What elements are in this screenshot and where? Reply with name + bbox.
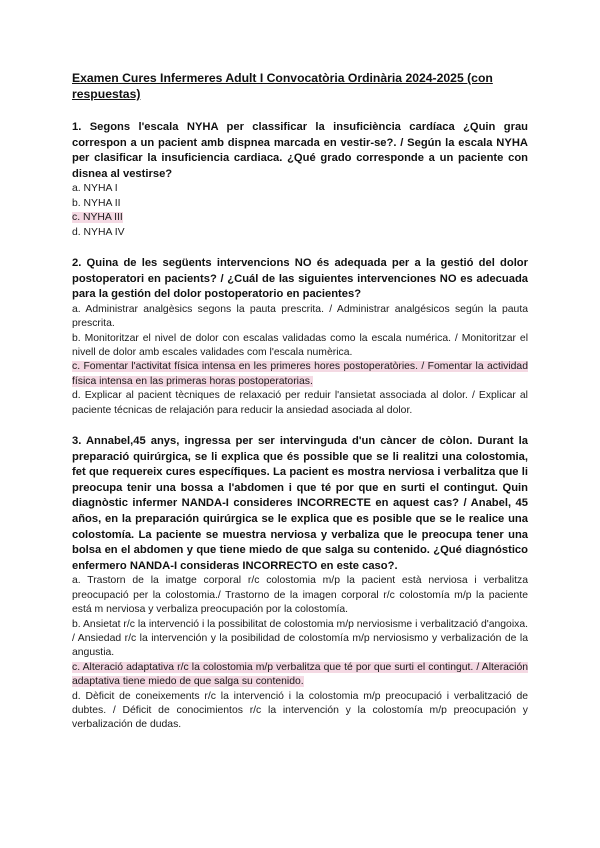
option-a <box>72 303 528 332</box>
option-label: c. Alteració adaptativa r/c la colostomia m/p verbalitza que té por que surti el contingut. / Alteración adaptativa tiene miedo de que salga su contenido. <box>72 661 528 688</box>
option-label: a. NYHA I <box>72 183 118 195</box>
option-d <box>72 226 528 240</box>
document-title: Examen Cures Infermeres Adult I Convocatòria Ordinària 2024-2025 (con respuestas) <box>72 71 493 101</box>
option-c-correct <box>72 211 528 225</box>
option-label: a. Trastorn de la imatge corporal r/c colostomia m/p la pacient està nerviosa i verbalitza preocupació per la colostomia./ Trastorno de la imagen corporal r/c colostomía m/p la paciente está m nerviosa y verbaliza preocupación por la colostomía. <box>72 575 528 616</box>
option-a <box>72 574 528 617</box>
option-a <box>72 182 528 196</box>
option-d <box>72 690 528 733</box>
option-label: c. NYHA III <box>72 212 123 224</box>
question-text: 2. Quina de les següents intervencions NO és adequada per a la gestió del dolor postoperatori en pacients? / ¿Cuál de las siguientes intervenciones NO es adecuada para la gestión del dolor postoperatorio en pacientes? <box>72 257 528 301</box>
option-label: c. Fomentar l'activitat física intensa en les primeres hores postoperatòries. / Fomentar la actividad física intensa en las primeras horas postoperatorias. <box>72 361 528 387</box>
question-3 <box>72 434 528 733</box>
option-label: d. Explicar al pacient tècniques de relaxació per reduir l'ansietat associada al dolor. / Explicar al paciente técnicas de relajación para reducir la ansiedad asociada al dolor. <box>72 390 528 416</box>
question-text: 3. Annabel,45 anys, ingressa per ser intervinguda d'un càncer de còlon. Durant la preparació quirúrgica, se li explica que és possible que se li realitzi una colostomia, fet que requereix cures específiques. La pacient es mostra nerviosa i verbalitza que li preocupa tenir una bossa a l'abdomen i que té por que en surti el contingut. Quin diagnòstic infermer NANDA-I consideres INCORRECTE en aquest cas? / Anabel, 45 años, en la preparación quirúrgica se le explica que es posible que se le realice una colostomía. La paciente se muestra nerviosa y verbaliza que le preocupa tener una bolsa en el abdomen y que tiene miedo de que salga su contenido. ¿Qué diagnóstico enfermero NANDA-I consideras INCORRECTO en este caso?. <box>72 435 528 572</box>
option-label: d. Dèficit de coneixements r/c la intervenció i la colostomia m/p preocupació i verbalització de dubtes. / Déficit de conocimientos r/c la intervención y la colostomía m/p preocupación y verbalización de dudas. <box>72 690 528 731</box>
option-label: b. Monitoritzar el nivel de dolor con escalas validadas como la escala numérica. / Monitoritzar el nivell de dolor amb escales validades com l'escala numèrica. <box>72 332 528 358</box>
option-label: d. NYHA IV <box>72 226 125 238</box>
option-label: a. Administrar analgèsics segons la pauta prescrita. / Administrar analgésicos según la pauta prescrita. <box>72 303 528 330</box>
option-b <box>72 618 528 661</box>
option-b <box>72 332 528 361</box>
option-b <box>72 197 528 211</box>
option-d <box>72 389 528 418</box>
question-1 <box>72 120 528 240</box>
option-label: b. Ansietat r/c la intervenció i la possibilitat de colostomia m/p nerviosisme i verbalització d'angoixa. / Ansiedad r/c la intervención y la posibilidad de colostomía m/p nerviosismo y verbalización de la angustia. <box>72 618 528 659</box>
option-label: b. NYHA II <box>72 197 121 209</box>
question-2 <box>72 256 528 418</box>
question-text: 1. Segons l'escala NYHA per classificar la insuficiència cardíaca ¿Quin grau correspon a un pacient amb dispnea marcada en vestir-se?. / Según la escala NYHA per clasificar la insuficiencia cardiaca. ¿Qué grado corresponde a un paciente con disnea al vestirse? <box>72 121 528 180</box>
option-c-correct <box>72 661 528 690</box>
option-c-correct <box>72 360 528 389</box>
